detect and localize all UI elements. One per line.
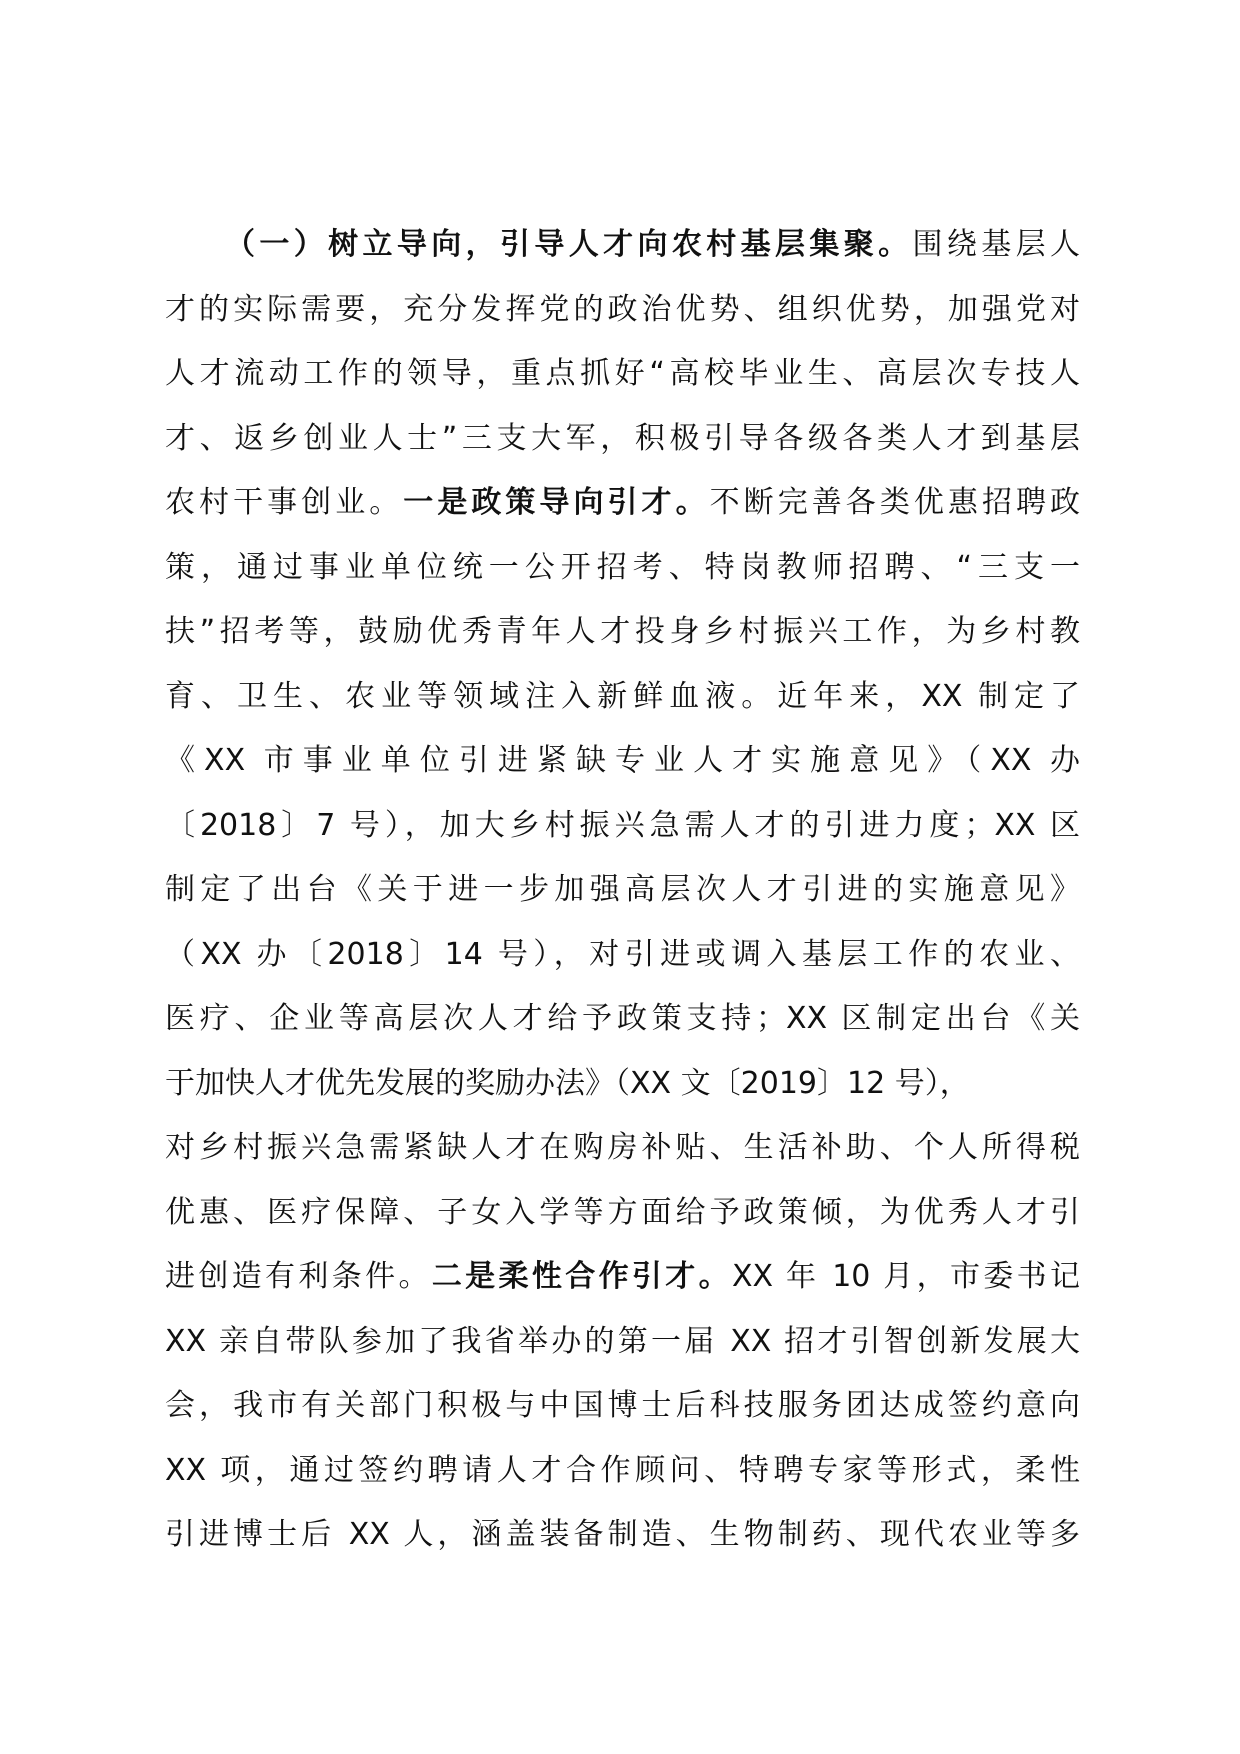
body-text-segment: 才、返乡创业人士”三支大军，积极引导各级各类人才到基层: [165, 420, 1080, 456]
body-text-segment: 对乡村振兴急需紧缺人才在购房补贴、生活补助、个人所得税: [165, 1130, 1080, 1165]
body-text-segment: XX 项，通过签约聘请人才合作顾问、特聘专家等形式，柔性: [165, 1452, 1080, 1488]
body-text-segment: 医疗、企业等高层次人才给予政策支持；XX 区制定出台《关: [165, 1001, 1080, 1036]
text-line: [165, 729, 1080, 794]
body-text-segment: 引进博士后 XX 人，涵盖装备制造、生物制药、现代农业等多: [165, 1517, 1080, 1552]
text-line: [165, 213, 1080, 278]
text-line: [165, 923, 1080, 988]
body-text-segment: 策，通过事业单位统一公开招考、特岗教师招聘、“三支一: [165, 549, 1080, 585]
body-paragraph: [165, 213, 1080, 1568]
text-line: [165, 600, 1080, 665]
text-line: [165, 987, 1080, 1052]
text-line: [165, 1503, 1080, 1568]
bold-heading-text: 一是政策导向引才。: [403, 485, 710, 520]
body-text-segment: XX 年 10 月，市委书记: [731, 1259, 1081, 1294]
body-text-segment: 进创造有利条件。: [165, 1259, 432, 1294]
text-line: [165, 794, 1080, 859]
body-text-segment: 围绕基层人: [912, 227, 1080, 262]
text-line: [165, 858, 1080, 923]
body-text-segment: （XX 办〔2018〕14 号），对引进或调入基层工作的农业、: [165, 936, 1080, 972]
body-text-segment: 《XX 市事业单位引进紧缺专业人才实施意见》（XX 办: [165, 743, 1080, 778]
text-line: [165, 1116, 1080, 1181]
body-text-segment: 优惠、医疗保障、子女入学等方面给予政策倾，为优秀人才引: [165, 1194, 1080, 1230]
text-line: [165, 665, 1080, 730]
text-line: [165, 1181, 1080, 1246]
bold-heading-text: （一）树立导向，引导人才向农村基层集聚。: [225, 227, 913, 262]
text-line: [165, 536, 1080, 601]
body-text-segment: 人才流动工作的领导，重点抓好“高校毕业生、高层次专技人: [165, 356, 1080, 391]
body-text-segment: 会，我市有关部门积极与中国博士后科技服务团达成签约意向: [165, 1388, 1080, 1423]
text-line: [165, 278, 1080, 343]
text-line: [165, 1439, 1080, 1504]
text-line: [165, 407, 1080, 472]
text-line: [165, 1052, 1100, 1117]
bold-heading-text: 二是柔性合作引才。: [431, 1259, 732, 1294]
body-text-segment: 农村干事创业。: [165, 485, 404, 520]
body-text-segment: 才的实际需要，充分发挥党的政治优势、组织优势，加强党对: [165, 291, 1080, 327]
text-line: [165, 471, 1080, 536]
body-text-segment: 制定了出台《关于进一步加强高层次人才引进的实施意见》: [165, 872, 1080, 907]
text-line: [165, 342, 1080, 407]
text-line: [165, 1245, 1080, 1310]
text-line: [165, 1310, 1080, 1375]
body-text-segment: 扶”招考等，鼓励优秀青年人才投身乡村振兴工作，为乡村教: [165, 614, 1080, 649]
body-text-segment: 于加快人才优先发展的奖励办法》（XX 文〔2019〕12 号），: [165, 1065, 970, 1101]
body-text-segment: XX 亲自带队参加了我省举办的第一届 XX 招才引智创新发展大: [165, 1323, 1080, 1359]
text-line: [165, 1374, 1080, 1439]
body-text-segment: 不断完善各类优惠招聘政: [709, 485, 1081, 520]
body-text-segment: 〔2018〕7 号），加大乡村振兴急需人才的引进力度；XX 区: [165, 807, 1080, 843]
body-text-segment: 育、卫生、农业等领域注入新鲜血液。近年来，XX 制定了: [165, 678, 1080, 714]
